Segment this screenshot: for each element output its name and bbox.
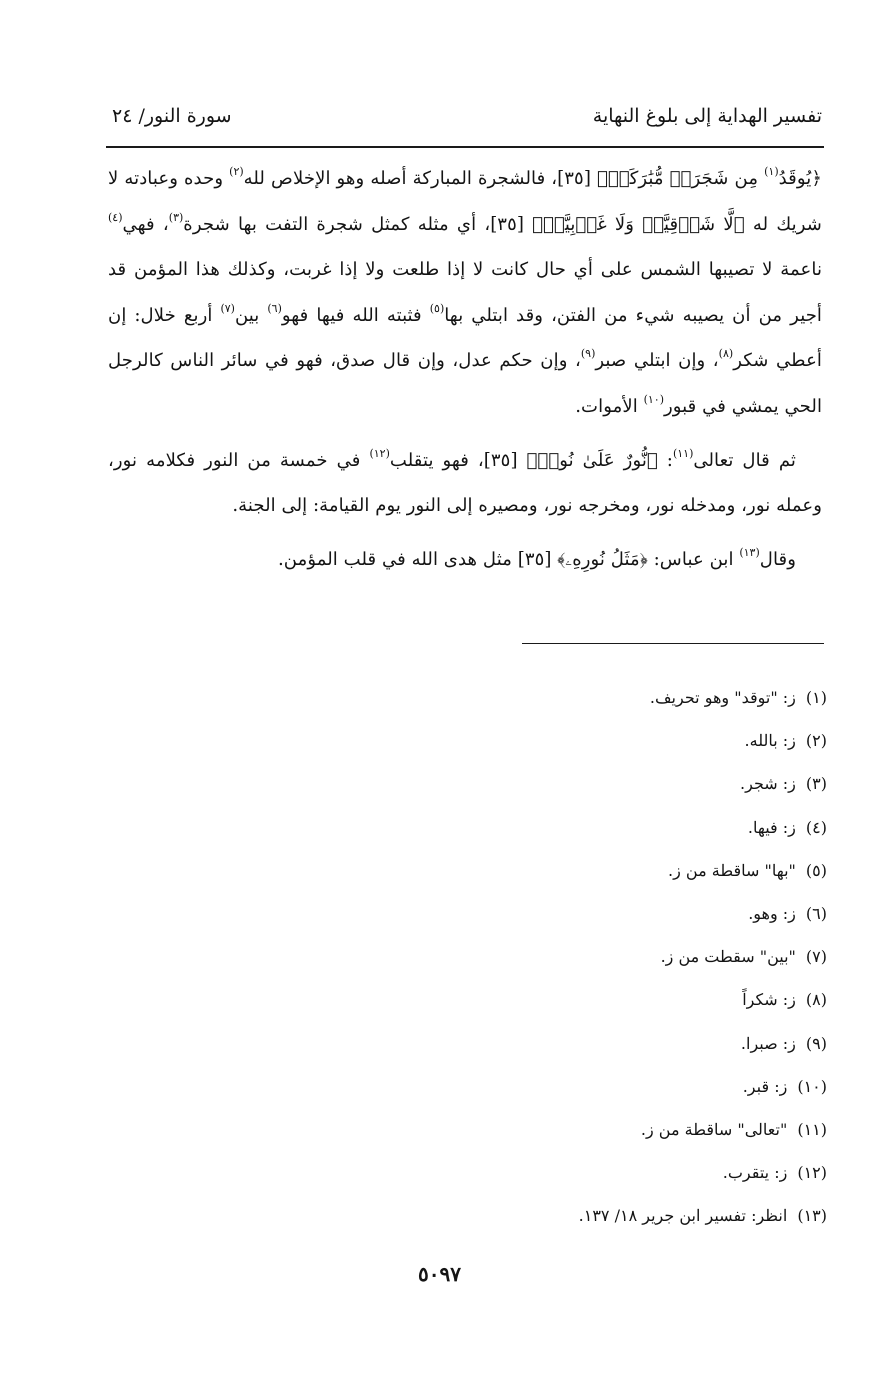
- footnote-number: (٨): [805, 990, 827, 1010]
- footnote-text: ز: وهو.: [748, 903, 796, 923]
- footnote-ref: (١٢): [369, 446, 390, 460]
- footnote-ref: (١١): [672, 446, 694, 460]
- footnote-ref: (١٣): [739, 545, 760, 559]
- footnote-text: ز: شجر.: [740, 774, 796, 794]
- page-number: ٥٠٩٧: [418, 1262, 461, 1286]
- footnote-text: ز: يتقرب.: [722, 1163, 788, 1183]
- footnote-item: [407, 849, 827, 892]
- footnote-text: ز: بالله.: [744, 731, 796, 751]
- text-segment: بين: [234, 304, 268, 326]
- paragraph-1: [108, 156, 822, 430]
- footnote-item: [407, 1022, 827, 1065]
- text-segment: ناعمة لا تصيبها الشمس على أي حال كانت لا إذا طلعت ولا إذا غربت، وكذلك هذا المؤمن قد أجير من أن يصيبه شيء من الفتن، وقد ابتلي بها: [108, 259, 822, 326]
- footnote-separator: [522, 643, 824, 644]
- footnote-ref: (١٠): [643, 392, 664, 406]
- book-title: تفسير الهداية إلى بلوغ النهاية: [592, 105, 822, 127]
- footnote-text: ز: فيها.: [747, 817, 796, 837]
- footnote-item: [407, 719, 827, 762]
- text-segment: فثبته الله فيها فهو: [281, 304, 430, 326]
- text-segment: ﴿يُوقَدُ: [778, 168, 822, 189]
- footnote-ref: (٨): [718, 347, 734, 361]
- text-segment: ، فهي: [122, 213, 169, 235]
- footnote-text: "تعالى" ساقطة من ز.: [640, 1119, 788, 1139]
- footnote-number: (١٣): [797, 1206, 827, 1226]
- footnote-number: (١١): [797, 1119, 827, 1139]
- footnote-number: (٧): [805, 947, 827, 967]
- footnote-number: (٩): [805, 1033, 827, 1053]
- footnotes-list: [407, 676, 827, 1237]
- footnote-number: (٦): [805, 903, 827, 923]
- footnote-number: (٣): [805, 774, 827, 794]
- footnote-ref: (٦): [267, 301, 282, 315]
- footnote-ref: (٥): [429, 301, 445, 315]
- footnote-number: (٥): [805, 860, 827, 880]
- text-segment: الأموات.: [575, 395, 644, 417]
- text-segment: أربع خلال: إن أعطي شكر: [108, 304, 822, 372]
- header-rule: [106, 146, 824, 148]
- text-segment: ، وإن ابتلي صبر: [595, 350, 719, 372]
- footnote-text: ز: "توقد" وهو تحريف.: [649, 688, 796, 707]
- running-header: [112, 98, 822, 134]
- footnote-text: "بين" سقطت من ز.: [660, 947, 796, 967]
- paragraph-2: [108, 438, 822, 529]
- footnote-ref: (٩): [580, 347, 596, 361]
- footnote-item: [407, 1194, 827, 1237]
- text-segment: ، وإن حكم عدل، وإن قال صدق، فهو في سائر الناس كالرجل الحي يمشي في قبور: [108, 350, 822, 417]
- main-text: [108, 156, 822, 582]
- footnote-number: (٢): [805, 731, 827, 751]
- footnote-item: [407, 978, 827, 1021]
- footnote-item: [407, 762, 827, 805]
- footnote-text: انظر: تفسير ابن جرير ١٨/ ١٣٧.: [578, 1206, 788, 1226]
- text-segment: : ﴿نُّورٌ عَلَىٰ نُورٖ﴾ [٣٥]، فهو يتقلب: [389, 449, 673, 471]
- footnote-item: [407, 806, 827, 849]
- text-segment: ثم قال تعالى: [693, 449, 796, 471]
- footnote-item: [407, 935, 827, 978]
- footnote-ref: (٣): [168, 210, 184, 224]
- paragraph-3: [108, 537, 822, 583]
- footnote-text: ز: قبر.: [742, 1076, 788, 1096]
- footnote-item: [407, 1065, 827, 1108]
- footnote-number: (١٢): [797, 1163, 827, 1183]
- footnote-number: (٤): [805, 817, 827, 837]
- text-segment: وقال: [759, 548, 796, 570]
- text-segment: وحده وعبادته لا شريك له ﴿لَّا شَرۡقِيَّةٖ وَلَا غَرۡبِيَّةٖ﴾ [٣٥]، أي مثله كمثل شجرة التفت بها شجرة: [108, 168, 822, 235]
- footnote-text: ز: شكراً: [742, 990, 796, 1010]
- text-segment: مِن شَجَرَةٖ مُّبَٰرَكَةٖ﴾ [٣٥]، فالشجرة المباركة أصله وهو الإخلاص لله: [243, 168, 765, 189]
- footnote-item: [407, 1108, 827, 1151]
- footnote-number: (١): [805, 688, 827, 707]
- footnote-ref: (٧): [220, 301, 235, 315]
- footnote-ref: (٢): [229, 165, 244, 178]
- footnote-item: [407, 1151, 827, 1194]
- footnote-text: "بها" ساقطة من ز.: [668, 860, 796, 880]
- footnote-ref: (١): [764, 165, 779, 178]
- footnote-item: [407, 892, 827, 935]
- footnote-item: [407, 676, 827, 719]
- text-segment: ابن عباس: ﴿مَثَلُ نُورِهِۦ﴾ [٣٥] مثل هدى الله في قلب المؤمن.: [277, 548, 740, 570]
- text-segment: في خمسة من النور فكلامه نور، وعمله نور، ومدخله نور، ومخرجه نور، ومصيره إلى النور يوم القيامة: إلى الجنة.: [108, 449, 822, 517]
- footnote-number: (١٠): [797, 1076, 827, 1096]
- footnote-text: ز: صبرا.: [740, 1033, 796, 1053]
- footnote-ref: (٤): [108, 210, 123, 224]
- surah-title: سورة النور/ ٢٤: [112, 105, 232, 127]
